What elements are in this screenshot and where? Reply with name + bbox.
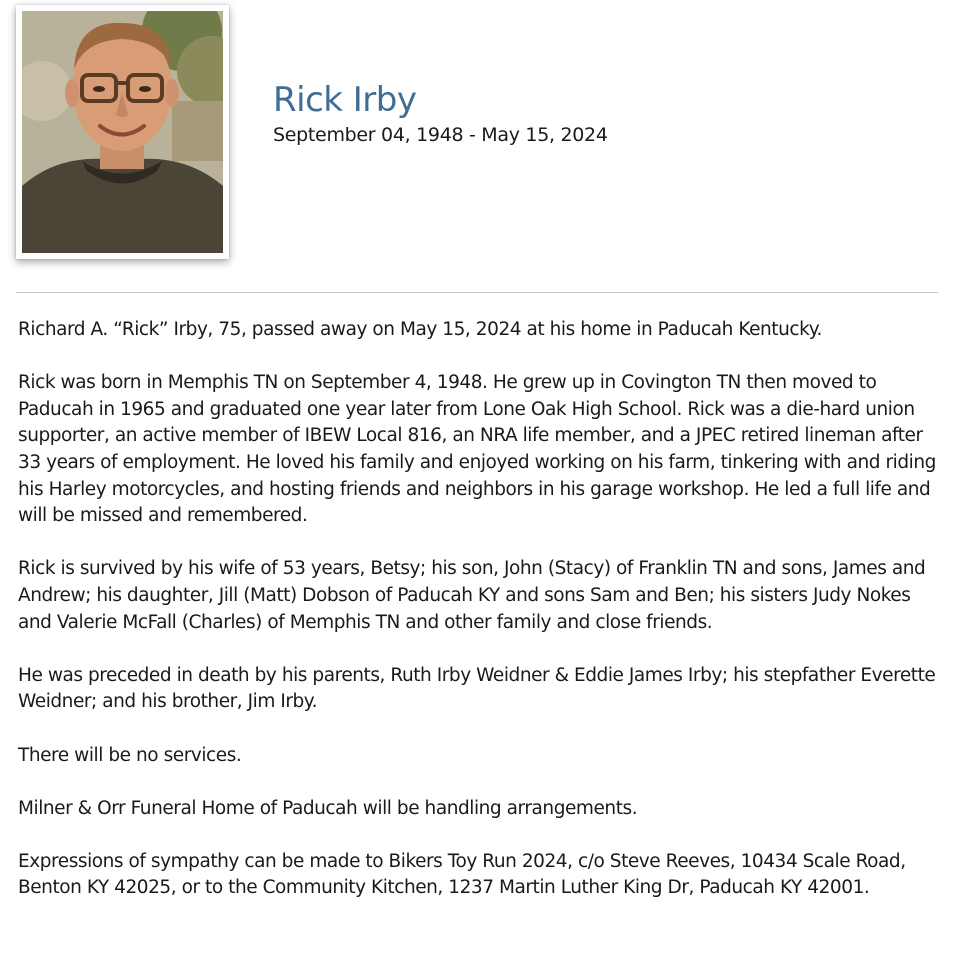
portrait-illustration xyxy=(22,11,223,253)
obituary-paragraph: Rick is survived by his wife of 53 years, Betsy; his son, John (Stacy) of Franklin TN and sons, James and Andrew; his daughter, Jill (Matt) Dobson of Paducah KY and sons Sam and Ben; his sisters Judy Nokes and Valerie McFall (Charles) of Memphis TN and other family and close friends. xyxy=(18,558,926,633)
portrait-photo-frame xyxy=(16,5,229,259)
obituary-paragraph: Expressions of sympathy can be made to Bikers Toy Run 2024, c/o Steve Reeves, 10434 Scale Road, Benton KY 42025, or to the Community Kitchen, 1237 Martin Luther King Dr, Paducah KY 42001. xyxy=(18,850,906,899)
obituary-paragraph: There will be no services. xyxy=(18,744,242,766)
obituary-header xyxy=(273,78,608,148)
portrait-photo xyxy=(22,11,223,253)
header-divider xyxy=(16,292,938,293)
obituary-body xyxy=(18,317,948,929)
obituary-paragraph: Rick was born in Memphis TN on September 4, 1948. He grew up in Covington TN then moved to Paducah in 1965 and graduated one year later from Lone Oak High School. Rick was a die-hard union supporter, an active member of IBEW Local 816, an NRA life member, and a JPEC retired lineman after 33 years of employment. He loved his family and enjoyed working on his farm, tinkering with and riding his Harley motorcycles, and hosting friends and neighbors in his garage workshop. He led a full life and will be missed and remembered. xyxy=(18,372,936,527)
life-dates: September 04, 1948 - May 15, 2024 xyxy=(273,124,608,146)
obituary-paragraph: Richard A. “Rick” Irby, 75, passed away on May 15, 2024 at his home in Paducah Kentucky. xyxy=(18,319,822,340)
deceased-name: Rick Irby xyxy=(273,80,417,120)
obituary-paragraph: He was preceded in death by his parents, Ruth Irby Weidner & Eddie James Irby; his stepfather Everette Weidner; and his brother, Jim Irby. xyxy=(18,664,936,713)
obituary-paragraph: Milner & Orr Funeral Home of Paducah will be handling arrangements. xyxy=(18,797,638,819)
